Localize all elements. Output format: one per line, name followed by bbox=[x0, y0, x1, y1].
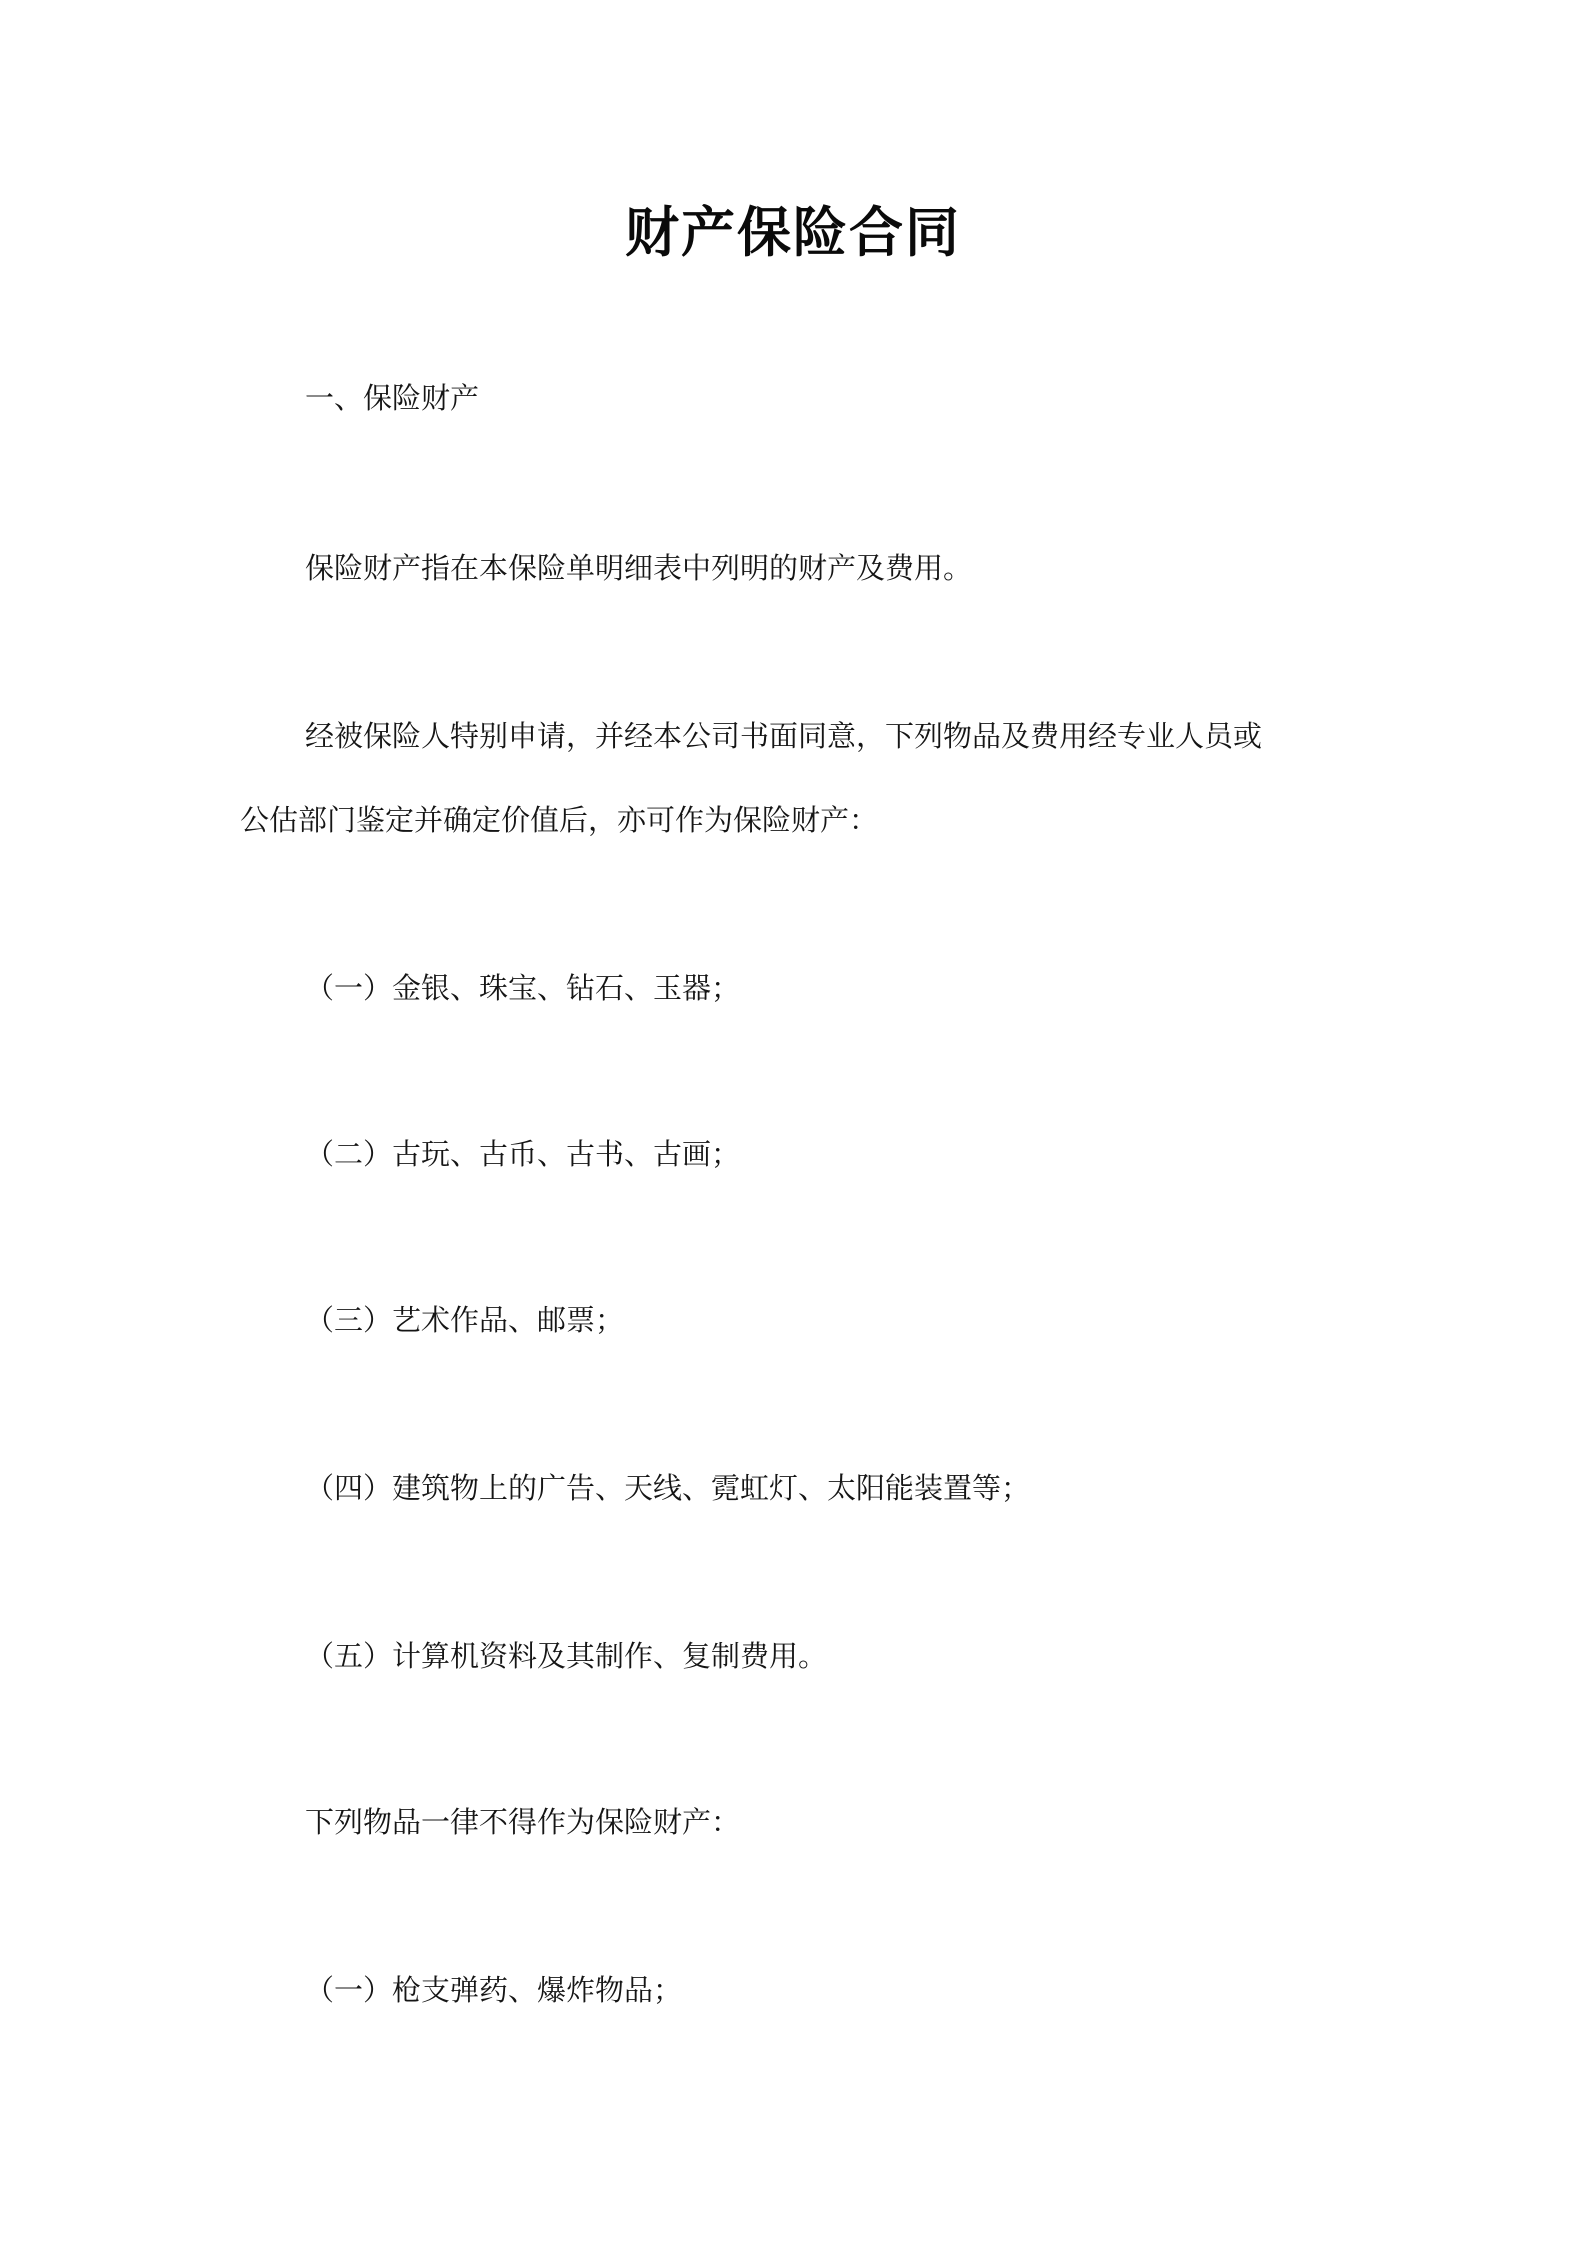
insurable-item: （五）计算机资料及其制作、复制费用。 bbox=[305, 1639, 828, 1673]
definition-paragraph: 保险财产指在本保险单明细表中列明的财产及费用。 bbox=[305, 551, 973, 585]
document-title: 财产保险合同 bbox=[625, 201, 961, 264]
insurable-item: （一）金银、珠宝、钻石、玉器； bbox=[305, 971, 741, 1005]
special-request-line-2: 公估部门鉴定并确定价值后，亦可作为保险财产： bbox=[240, 803, 879, 837]
insurable-item: （四）建筑物上的广告、天线、霓虹灯、太阳能装置等； bbox=[305, 1471, 1031, 1505]
excluded-item: （一）枪支弹药、爆炸物品； bbox=[305, 1973, 683, 2007]
insurable-item: （三）艺术作品、邮票； bbox=[305, 1303, 625, 1337]
section-heading: 一、保险财产 bbox=[305, 381, 480, 415]
insurable-item: （二）古玩、古币、古书、古画； bbox=[305, 1137, 741, 1171]
special-request-line-1: 经被保险人特别申请，并经本公司书面同意，下列物品及费用经专业人员或 bbox=[305, 719, 1263, 753]
exclusion-intro: 下列物品一律不得作为保险财产： bbox=[305, 1805, 741, 1839]
